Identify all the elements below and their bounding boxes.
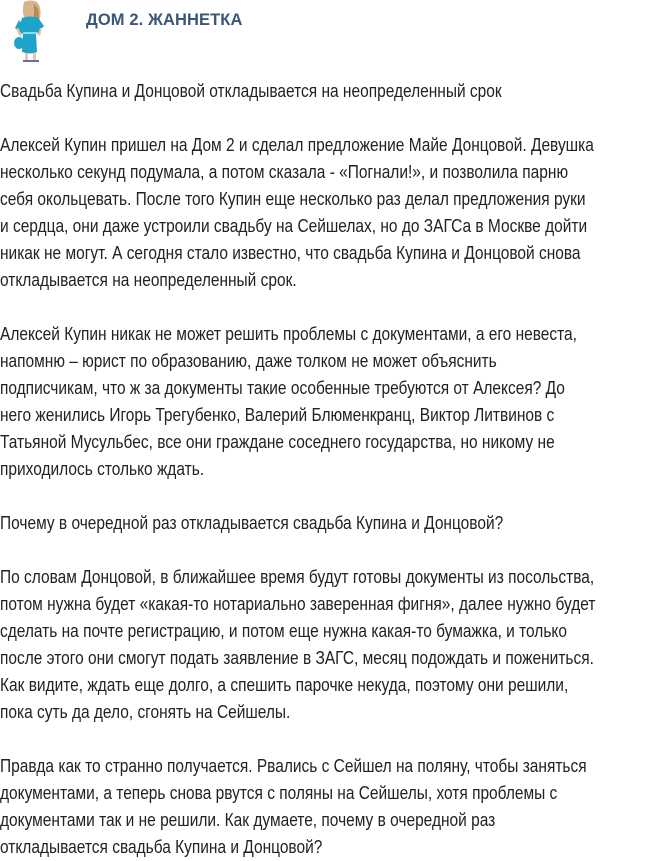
paragraph-line: пока суть да дело, сгонять на Сейшелы. [0,702,291,722]
paragraph-line: подписчикам, что ж за документы такие особенные требуются от Алексея? До [0,378,565,398]
paragraph-line: приходилось столько ждать. [0,459,205,479]
site-title[interactable]: ДОМ 2. ЖАННЕТКА [86,11,243,29]
avatar-image-icon [10,0,50,66]
paragraph-line: сделать на почте регистрацию, и потом еще нужна какая-то бумажка, и только [0,621,567,641]
paragraph-line: Татьяной Мусульбес, все они граждане соседнего государства, но никому не [0,432,555,452]
paragraph-line: Правда как то странно получается. Рвались с Сейшел на поляну, чтобы заняться [0,756,587,776]
paragraph-line: никак не могут. А сегодня стало известно, что свадьба Купина и Донцовой снова [0,243,581,263]
article-paragraph-1 [0,132,594,294]
paragraph-line: откладывается свадьба Купина и Донцовой? [0,837,323,857]
paragraph-gap [0,726,670,753]
article-paragraph-4 [0,753,587,861]
article-headline [0,78,576,105]
subheading-text: Почему в очередной раз откладывается свадьба Купина и Донцовой? [0,513,504,533]
paragraph-line: потом нужна будет «какая-то нотариально заверенная фигня», далее нужно будет [0,594,596,614]
paragraph-line: себя окольцевать. После того Купин еще несколько раз делал предложения руки [0,189,586,209]
paragraph-line: По словам Донцовой, в ближайшее время будут готовы документы из посольства, [0,567,595,587]
avatar[interactable] [10,0,50,66]
headline-text: Свадьба Купина и Донцовой откладывается на неопределенный срок [0,81,502,101]
paragraph-line: документами, а теперь снова рвутся с поляны на Сейшелы, хотя проблемы с [0,783,558,803]
paragraph-line: и сердца, они даже устроили свадьбу на Сейшелах, но до ЗАГСа в Москве дойти [0,216,588,236]
paragraph-line: после этого они смогут подать заявление в ЗАГС, месяц подождать и пожениться. [0,648,594,668]
paragraph-line: документами так и не решили. Как думаете, почему в очередной раз [0,810,496,830]
paragraph-line: несколько секунд подумала, а потом сказала - «Погнали!», и позволила парню [0,162,569,182]
article-paragraph-3 [0,564,596,726]
article-paragraph-2 [0,321,576,483]
paragraph-line: Алексей Купин никак не может решить проблемы с документами, а его невеста, [0,324,577,344]
paragraph-gap [0,294,670,321]
paragraph-line: него женились Игорь Трегубенко, Валерий Блюменкранц, Виктор Литвинов с [0,405,555,425]
paragraph-line: Алексей Купин пришел на Дом 2 и сделал предложение Майе Донцовой. Девушка [0,135,594,155]
paragraph-gap [0,483,670,510]
article [0,78,670,861]
article-subheading [0,510,576,537]
paragraph-gap [0,105,670,132]
paragraph-line: напомню – юрист по образованию, даже толком не может объяснить [0,351,497,371]
paragraph-line: откладывается на неопределенный срок. [0,270,297,290]
paragraph-gap [0,537,670,564]
paragraph-line: Как видите, ждать еще долго, а спешить парочке некуда, поэтому они решили, [0,675,569,695]
page-header [0,0,670,70]
